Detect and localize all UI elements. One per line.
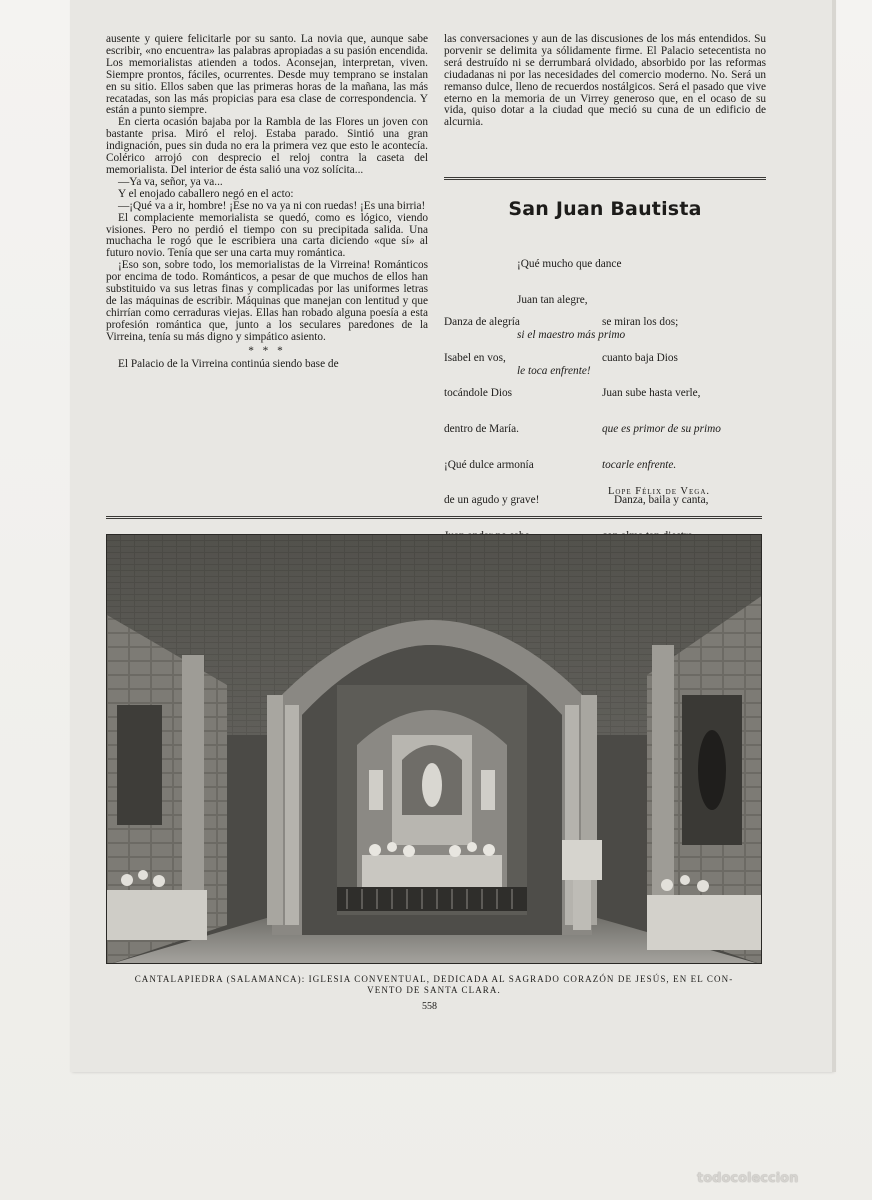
right-text-column: [444, 34, 766, 129]
verse-line: de un agudo y grave!: [444, 494, 540, 507]
paragraph: —¡Qué va a ir, hombre! ¡Ese no va ya ni con ruedas! ¡Es una birria!: [118, 199, 426, 212]
church-illustration: [107, 535, 762, 964]
section-separator: * * *: [248, 344, 286, 357]
column: [285, 705, 299, 925]
verse-line: tocándole Dios: [444, 387, 513, 400]
left-text-column: [106, 34, 428, 371]
caption-line: CANTALAPIEDRA (SALAMANCA): IGLESIA CONVENTUAL, DEDICADA AL SAGRADO CORAZÓN DE JESÚS, EN EL CON-: [134, 974, 734, 984]
paragraph: ausente y quiere felicitarle por su santo. La novia que, aunque sabe escribir, «no encuentra» las palabras apropiadas a su pasión encendida. Los memorialistas atienden a todos. Aconsejan, interpretan, viven. Siempre prontos, fáciles, ocurrentes. Desde muy temprano se instalan en su sitio. Ellos saben que las primeras horas de la mañana, las más recatadas, son las más propicias para esa clase de correspondencia. Y están a punto siempre.: [106, 33, 428, 117]
verse-line: si el maestro más primo: [517, 329, 626, 342]
baptismal-font: [562, 840, 602, 880]
verse-line: Juan sube hasta verle,: [602, 387, 701, 400]
page-edge-shadow: [832, 0, 836, 1072]
paragraph: El Palacio de la Virreina continúa siendo base de: [118, 358, 339, 371]
watermark-logo: todocoleccion: [697, 1171, 799, 1186]
altar-table: [362, 855, 502, 889]
verse-line: Juan tan alegre,: [517, 293, 588, 306]
column: [267, 695, 283, 925]
verse-line: se miran los dos;: [602, 315, 679, 328]
column: [652, 645, 674, 935]
nun-statue: [698, 730, 726, 810]
poem-author: [608, 486, 710, 497]
divider-rule: [106, 516, 762, 519]
altar-railing: [337, 887, 527, 911]
verse-line: ¡Qué mucho que dance: [517, 257, 622, 270]
poem-title: San Juan Bautista: [508, 198, 702, 220]
paragraph: las conversaciones y aun de las discusiones de los más entendidos. Su porvenir se delimita ya sólidamente firme. El Palacio setecentista no será destruído ni se derrumbará olvidado, absorbido por las reformas ciudadanas ni por las necesidades del comercio moderno. No. Será un remanso dulce, lleno de recuerdos nostálgicos. Será el pasado que vive eterno en la memoria de un Virrey generoso que, en el ocaso de su vida, quiso dotar a la ciudad que meció su cuna de un edificio de alcurnia.: [444, 33, 766, 129]
photo-caption: [106, 974, 762, 995]
left-side-altar: [117, 705, 162, 825]
caption-line: VENTO DE SANTA CLARA.: [367, 984, 501, 995]
verse-line: ¡Qué dulce armonía: [444, 458, 534, 471]
verse-line: dentro de María.: [444, 422, 519, 435]
verse-line: Danza, baila y canta,: [614, 494, 709, 507]
statue: [422, 763, 442, 807]
verse-line: que es primor de su primo: [602, 422, 721, 435]
verse-line: le toca enfrente!: [517, 364, 591, 377]
paragraph: —Ya va, señor, ya va...: [118, 175, 223, 188]
author-name: Lope Félix de Vega.: [608, 486, 711, 497]
left-side-table: [107, 890, 207, 940]
verse-line: Isabel en vos,: [444, 351, 506, 364]
paragraph: Y el enojado caballero negó en el acto:: [118, 187, 294, 200]
verse-line: cuanto baja Dios: [602, 351, 678, 364]
paragraph: ¡Eso son, sobre todo, los memorialistas de la Virreina! Románticos por encima de todo. Románticos, a pesar de que muchos de ellos han substituido va sus letras finas y complicadas por las uniformes letras de las máquinas de escribir. Máquinas que manejan con lentitud y que chirrían como cerraduras viejas. Ellas han robado alguna poesía a esta profesión romántica que, junto a los seculares paredones de la Virreina, tenía su más digno y simpático asiento.: [106, 259, 428, 343]
paragraph: En cierta ocasión bajaba por la Rambla de las Flores un joven con bastante prisa. Miró el reloj. Estaba parado. Sintió una gran indignación, pues sin duda no era la primera vez que esto le acontecía. Colérico arrojó con desprecio el reloj contra la caseta del memorialista. Del interior de ésta salió una voz solícita...: [106, 116, 428, 176]
right-side-table: [647, 895, 762, 950]
verse-line: Danza de alegría: [444, 315, 520, 328]
church-interior-photo: [106, 534, 762, 964]
paragraph: El complaciente memorialista se quedó, como es lógico, viendo visiones. Pero no perdió el tiempo con su precipitada salida. Una muchacha le rogó que le escribiera una carta diciendo «que sí» al futuro novio. Tenía que ser una carta muy romántica.: [106, 211, 428, 260]
divider-rule: [444, 177, 766, 180]
page-number: 558: [422, 1001, 437, 1012]
verse-line: tocarle enfrente.: [602, 458, 677, 471]
